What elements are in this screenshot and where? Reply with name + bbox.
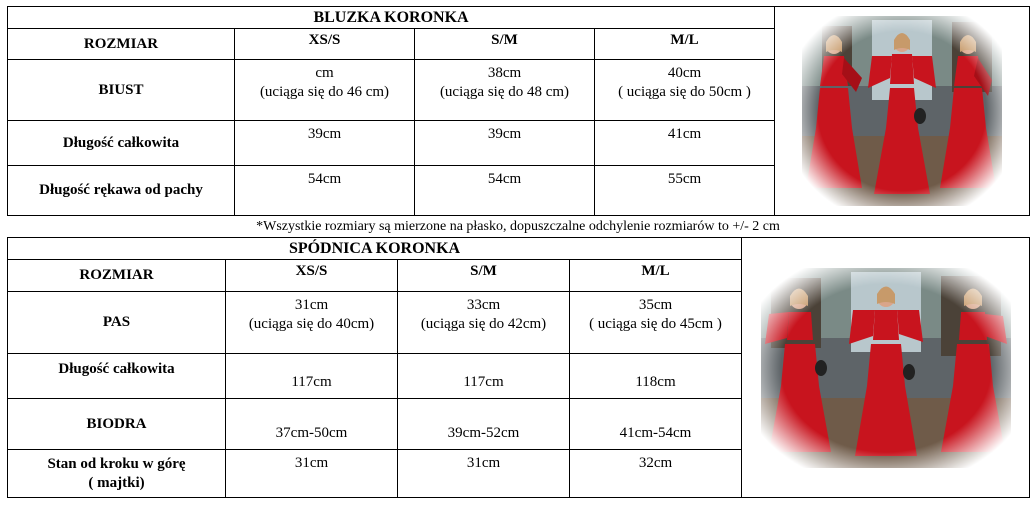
skirt-row-label: BIODRA xyxy=(8,399,226,450)
blouse-size-s-m: S/M xyxy=(415,29,595,60)
blouse-cell: 55cm xyxy=(595,166,775,216)
skirt-size-xs-s: XS/S xyxy=(226,260,398,292)
skirt-size-label: ROZMIAR xyxy=(8,260,226,292)
skirt-row-label: Stan od kroku w górę ( majtki) xyxy=(8,450,226,498)
measurement-note: *Wszystkie rozmiary są mierzone na płasko, dopuszczalne odchylenie rozmiarów to +/- 2 cm xyxy=(256,219,780,234)
skirt-product-photo xyxy=(761,268,1011,468)
skirt-cell: 118cm xyxy=(570,354,742,399)
skirt-size-m-l: M/L xyxy=(570,260,742,292)
skirt-cell: 117cm xyxy=(398,354,570,399)
blouse-cell: 39cm xyxy=(235,121,415,166)
skirt-title: SPÓDNICA KORONKA xyxy=(8,238,742,260)
skirt-photo-cell xyxy=(742,238,1030,498)
skirt-cell: 33cm (uciąga się do 42cm) xyxy=(398,292,570,354)
skirt-cell: 31cm xyxy=(226,450,398,498)
blouse-cell: 54cm xyxy=(415,166,595,216)
blouse-cell: 54cm xyxy=(235,166,415,216)
blouse-cell: 41cm xyxy=(595,121,775,166)
blouse-size-m-l: M/L xyxy=(595,29,775,60)
blouse-product-photo xyxy=(802,16,1002,206)
skirt-cell: 41cm-54cm xyxy=(570,399,742,450)
blouse-cell: cm (uciąga się do 46 cm) xyxy=(235,60,415,121)
blouse-photo-cell xyxy=(775,7,1030,216)
skirt-size-s-m: S/M xyxy=(398,260,570,292)
blouse-cell: 40cm ( uciąga się do 50cm ) xyxy=(595,60,775,121)
skirt-cell: 32cm xyxy=(570,450,742,498)
blouse-title: BLUZKA KORONKA xyxy=(8,7,775,29)
skirt-cell: 35cm ( uciąga się do 45cm ) xyxy=(570,292,742,354)
blouse-size-xs-s: XS/S xyxy=(235,29,415,60)
skirt-row-label: Długość całkowita xyxy=(8,354,226,399)
blouse-cell: 39cm xyxy=(415,121,595,166)
blouse-cell: 38cm (uciąga się do 48 cm) xyxy=(415,60,595,121)
skirt-size-table xyxy=(7,237,1030,498)
blouse-row-label: Długość całkowita xyxy=(8,121,235,166)
skirt-cell: 117cm xyxy=(226,354,398,399)
skirt-cell: 31cm xyxy=(398,450,570,498)
skirt-cell: 39cm-52cm xyxy=(398,399,570,450)
blouse-size-label: ROZMIAR xyxy=(8,29,235,60)
skirt-cell: 31cm (uciąga się do 40cm) xyxy=(226,292,398,354)
blouse-row-label: Długość rękawa od pachy xyxy=(8,166,235,216)
blouse-size-table xyxy=(7,6,1030,216)
blouse-row-label: BIUST xyxy=(8,60,235,121)
skirt-row-label: PAS xyxy=(8,292,226,354)
skirt-cell: 37cm-50cm xyxy=(226,399,398,450)
